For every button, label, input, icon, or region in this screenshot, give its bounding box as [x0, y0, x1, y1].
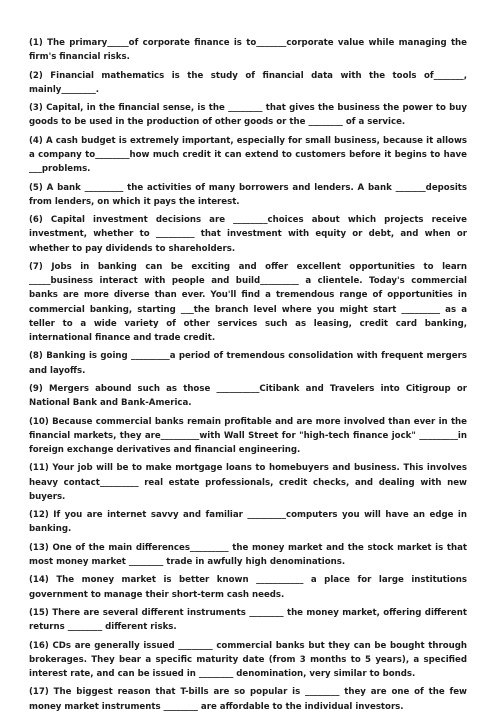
question-8: (8) Banking is going _________a period of tremendous consolidation with frequent mergers and layoffs. — [29, 351, 467, 376]
question-17: (17) The biggest reason that T-bills are so popular is ________ they are one of the few money market instruments ________ are affordable to the individual investors. — [29, 687, 467, 712]
question-2: (2) Financial mathematics is the study of financial data with the tools of_______, mainly________. — [29, 70, 467, 95]
question-10: (10) Because commercial banks remain profitable and are more involved than ever in the financial markets, they are_________with Wall Street for "high-tech finance jock" _________in foreign exchange derivatives and financial engineering. — [29, 416, 467, 455]
question-14: (14) The money market is better known ___________ a place for large institutions government to manage their short-term cash needs. — [29, 575, 467, 600]
question-7: (7) Jobs in banking can be exciting and offer excellent opportunities to learn _____business interact with people and build_________ a clientele. Today's commercial banks are more diverse than ever. You'll find a tremendous range of opportunities in commercial banking, starting ___the branch level where you might start _________ as a teller to a wide variety of other services such as leasing, credit card banking, international finance and trade credit. — [29, 261, 467, 343]
question-11: (11) Your job will be to make mortgage loans to homebuyers and business. This involves heavy contact_________ real estate professionals, credit checks, and dealing with new buyers. — [29, 463, 467, 502]
question-9: (9) Mergers abound such as those __________Citibank and Travelers into Citigroup or National Bank and Bank-America. — [29, 383, 467, 409]
question-6: (6) Capital investment decisions are ________choices about which projects receive investment, whether to _________ that investment with equity or debt, and when or whether to pay dividends to shareholders. — [29, 215, 467, 254]
exercise-sheet — [29, 36, 467, 718]
question-12: (12) If you are internet savvy and familiar _________computers you will have an edge in banking. — [29, 510, 467, 535]
question-3: (3) Capital, in the financial sense, is the ________ that gives the business the power to buy goods to be used in the production of other goods or the ________ of a service. — [29, 103, 467, 128]
question-5: (5) A bank _________ the activities of many borrowers and lenders. A bank _______deposits from lenders, on which it pays the interest. — [29, 182, 467, 207]
question-15: (15) There are several different instruments ________ the money market, offering different returns ________ different risks. — [29, 607, 467, 633]
question-13: (13) One of the main differences_________ the money market and the stock market is that most money market ________ trade in awfully high denominations. — [29, 542, 467, 567]
question-1: (1) The primary_____of corporate finance is to_______corporate value while managing the firm's financial risks. — [29, 38, 467, 63]
question-4: (4) A cash budget is extremely important, especially for small business, because it allows a company to________how much credit it can extend to customers before it begins to have ___problems. — [29, 135, 467, 175]
question-16: (16) CDs are generally issued ________ commercial banks but they can be bought through brokerages. They bear a specific maturity date (from 3 months to 5 years), a specified interest rate, and can be issued in ________ denomination, very similar to bonds. — [29, 640, 467, 679]
